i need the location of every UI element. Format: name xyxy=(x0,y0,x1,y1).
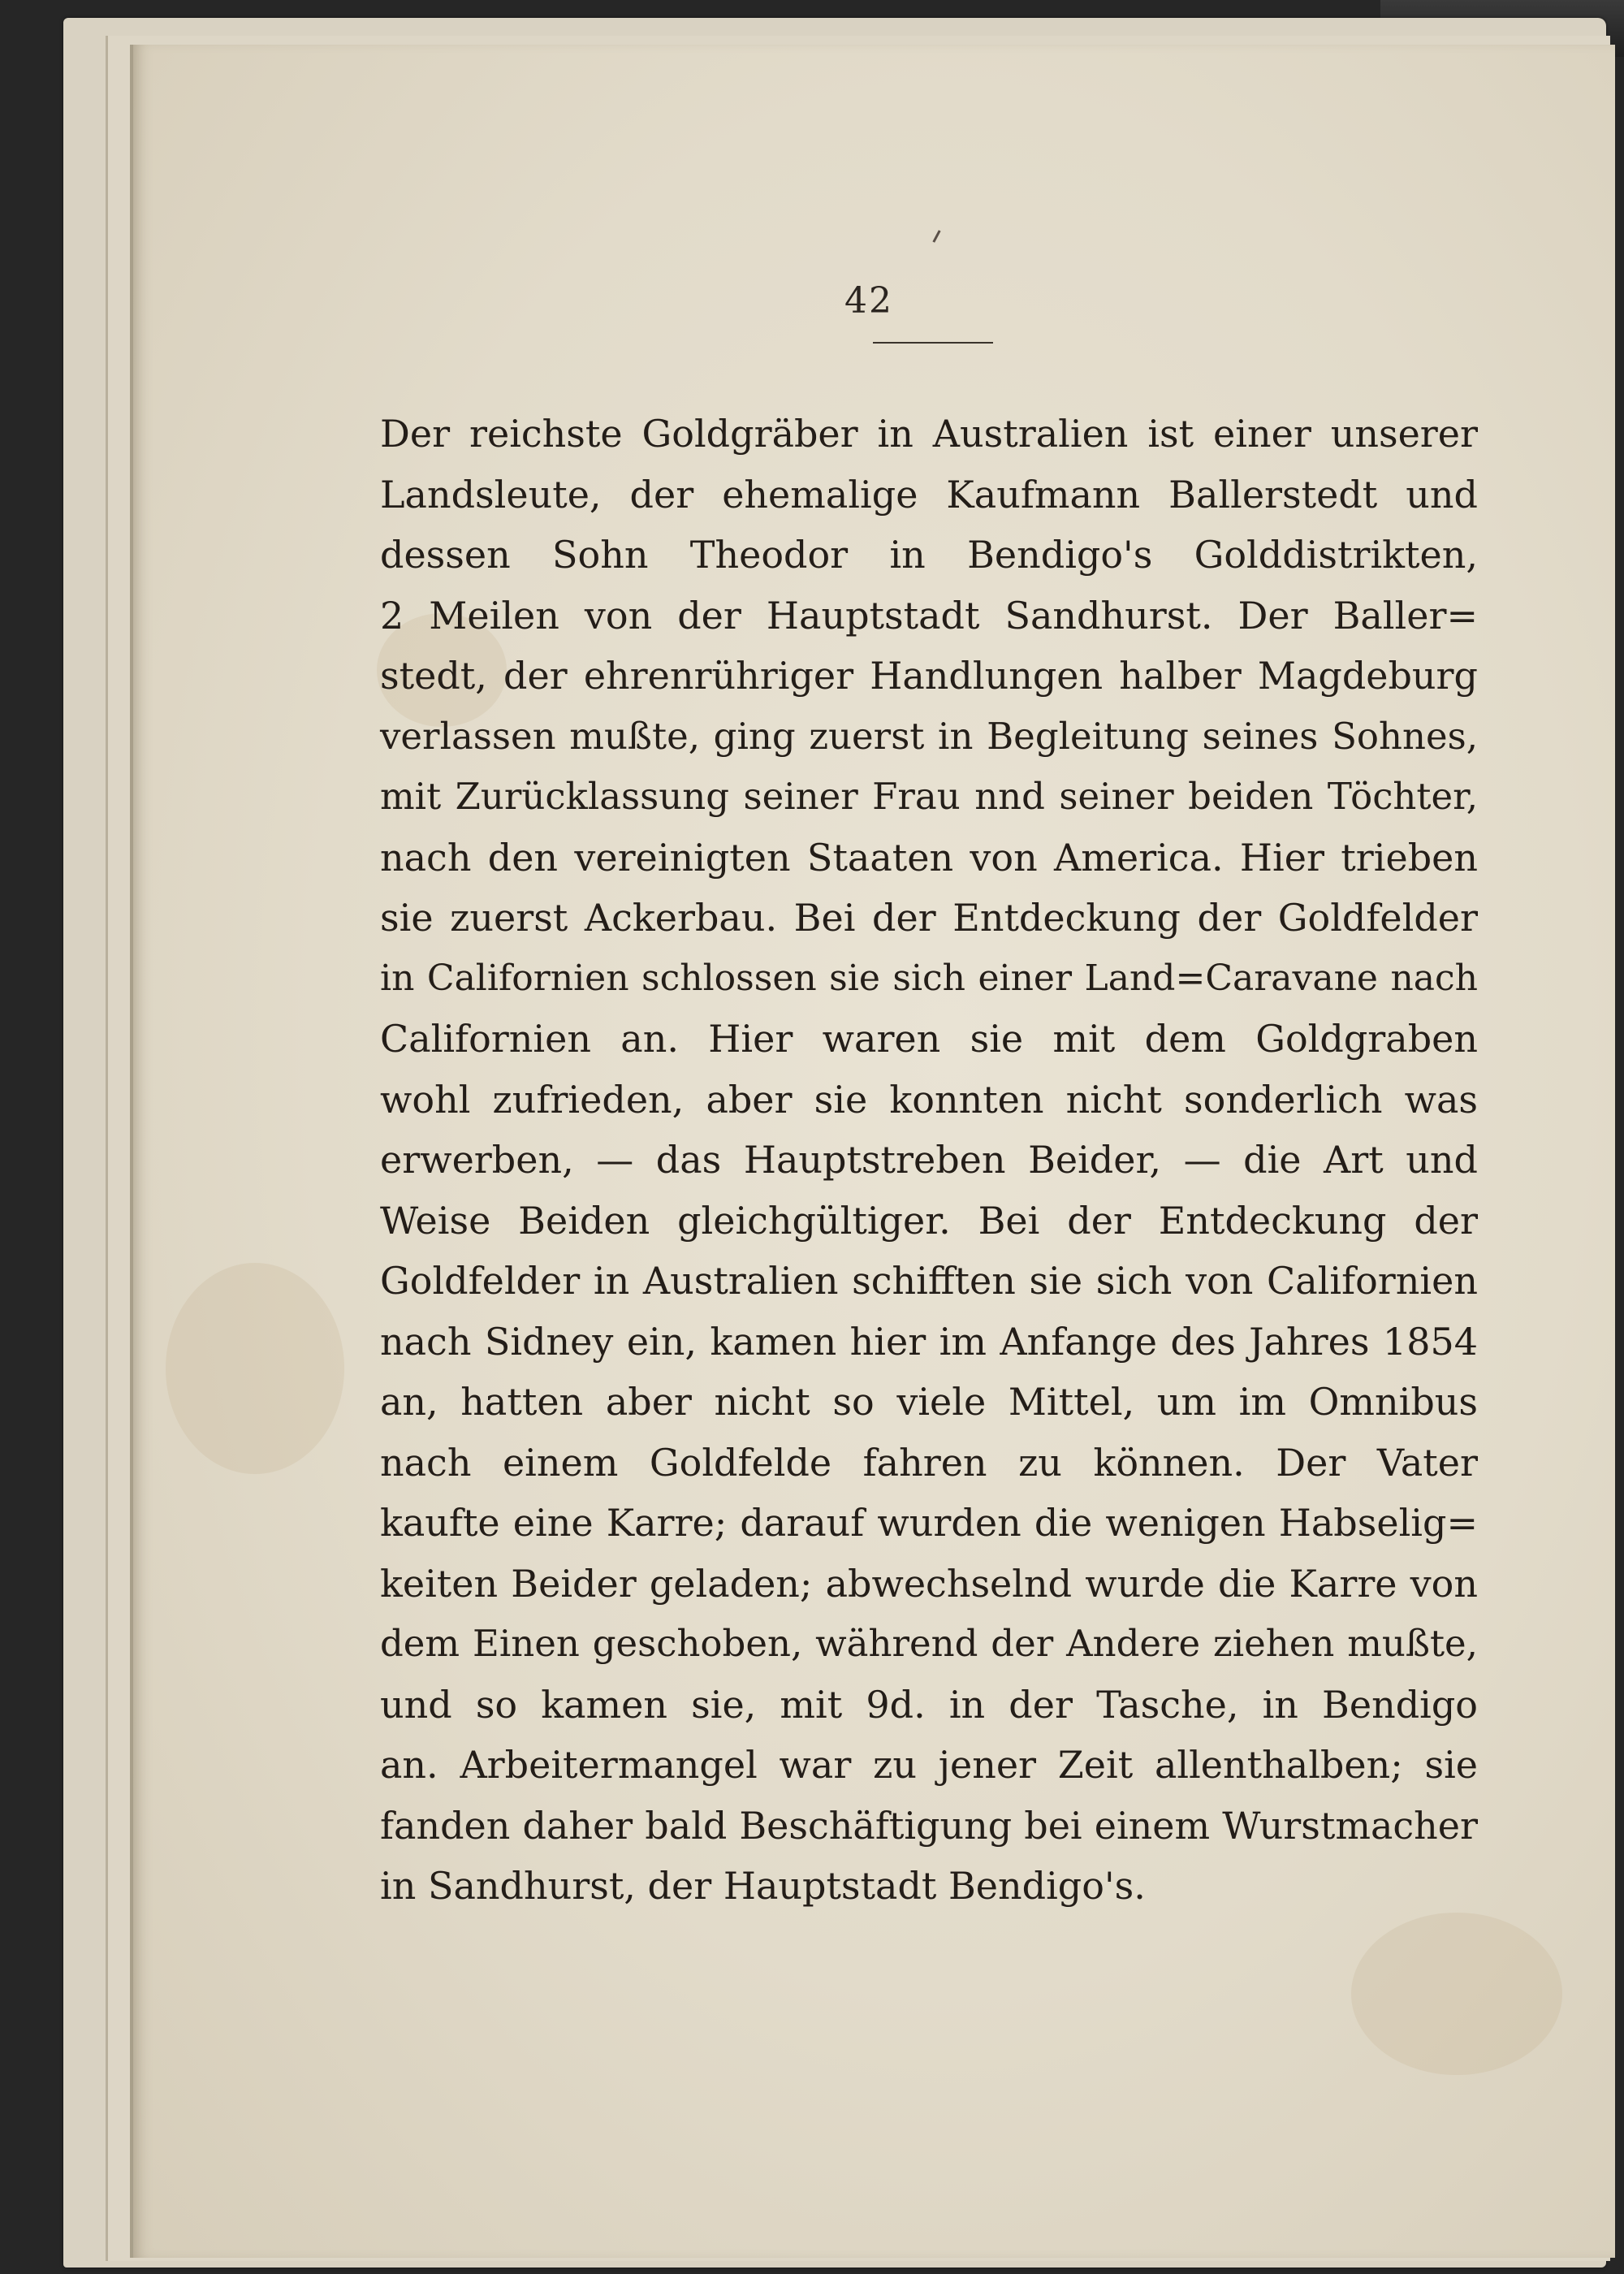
text-line: kaufte eine Karre; darauf wurden die wenigen Habselig= xyxy=(380,1501,1478,1545)
text-line: nach den vereinigten Staaten von America. Hier trieben xyxy=(380,835,1478,880)
text-line: nach Sidney ein, kamen hier im Anfange des Jahres 1854 xyxy=(380,1319,1478,1364)
text-line: stedt, der ehrenrühriger Handlungen halber Magdeburg xyxy=(380,654,1478,698)
text-line: Weise Beiden gleichgültiger. Bei der Entdeckung der xyxy=(380,1198,1478,1243)
page-number: 42 xyxy=(844,280,893,322)
body-text xyxy=(380,404,1478,1917)
page-stain xyxy=(1351,1913,1562,2075)
text-line: an, hatten aber nicht so viele Mittel, um im Omnibus xyxy=(380,1380,1478,1424)
text-line: nach einem Goldfelde fahren zu können. Der Vater xyxy=(380,1440,1478,1485)
text-line: 2 Meilen von der Hauptstadt Sandhurst. Der Baller= xyxy=(380,593,1478,638)
text-line: erwerben, — das Hauptstreben Beider, — die Art und xyxy=(380,1138,1478,1182)
text-line: sie zuerst Ackerbau. Bei der Entdeckung der Goldfelder xyxy=(380,896,1478,940)
text-line: Landsleute, der ehemalige Kaufmann Ballerstedt und xyxy=(380,472,1478,517)
text-line: in Sandhurst, der Hauptstadt Bendigo's. xyxy=(380,1864,1146,1908)
text-line: Der reichste Goldgräber in Australien ist einer unserer xyxy=(380,412,1478,456)
text-line: Goldfelder in Australien schifften sie sich von Californien xyxy=(380,1259,1478,1303)
text-line: mit Zurücklassung seiner Frau nnd seiner beiden Töchter, xyxy=(380,775,1478,818)
text-line: keiten Beider geladen; abwechselnd wurde die Karre von xyxy=(380,1561,1478,1606)
text-line: verlassen mußte, ging zuerst in Begleitung seines Sohnes, xyxy=(380,714,1478,758)
text-line: und so kamen sie, mit 9d. in der Tasche, in Bendigo xyxy=(380,1682,1478,1727)
text-line: fanden daher bald Beschäftigung bei einem Wurstmacher xyxy=(380,1803,1478,1848)
text-line: an. Arbeitermangel war zu jener Zeit allenthalben; sie xyxy=(380,1743,1478,1787)
text-line: dessen Sohn Theodor in Bendigo's Golddistrikten, xyxy=(380,533,1478,577)
text-line: wohl zufrieden, aber sie konnten nicht sonderlich was xyxy=(380,1077,1478,1122)
text-line: dem Einen geschoben, während der Andere ziehen mußte, xyxy=(380,1622,1478,1665)
page-stain xyxy=(166,1263,344,1474)
text-line: in Californien schlossen sie sich einer Land=Caravane nach xyxy=(380,957,1478,999)
text-line: Californien an. Hier waren sie mit dem Goldgraben xyxy=(380,1017,1478,1061)
header-rule xyxy=(873,342,993,344)
